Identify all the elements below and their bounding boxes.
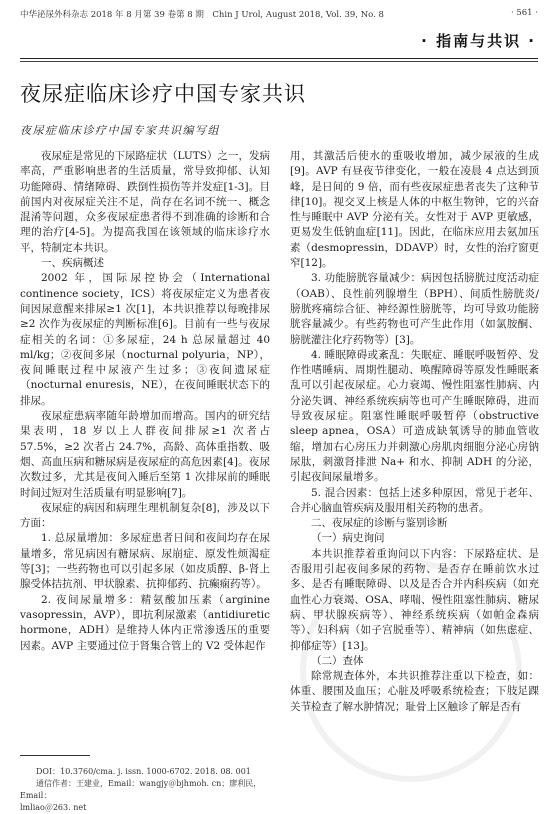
section-heading: 一、疾病概述 (41, 257, 104, 270)
doi-line: DOI：10.3760/cma. j. issn. 1000-6702. 2018. 08. 001 (36, 767, 251, 776)
subsection-heading: （一）病史询问 (311, 532, 385, 545)
paragraph: 本共识推荐着重询问以下内容：下尿路症状、是否服用引起夜间多尿的药物、是否存在睡前饮水过多、是否有睡眠障碍、以及是否合并内科疾病（如充血性心力衰竭、OSA、哮喘、慢性阻塞性肺病、糖尿病、甲状腺疾病等）、神经系统疾病（如帕金森病等）、妇科病（如子宫脱垂等）、精神病（如焦虑症、抑郁症等）[13]。 (290, 547, 539, 652)
page-number: · 561 · (510, 8, 538, 18)
paragraph: 3. 功能膀胱容量减少：病因包括膀胱过度活动症（OAB）、良性前列腺增生（BPH）、间质性膀胱炎/膀胱疼痛综合征、神经源性膀胱等，均可导致功能膀胱容量减少。有些药物也可产生此作用（如氯胺酮、膀胱灌注化疗药物等）[3]。 (290, 272, 539, 346)
header-rule-thin (20, 61, 538, 62)
corresponding-author: 通信作者：王建业，Email：wangjy＠bjhmoh. cn；廖利民，Email： (20, 779, 262, 800)
paragraph: 夜尿症的病因和病理生理机制复杂[8]，涉及以下方面： (20, 501, 270, 530)
footnote (20, 766, 275, 814)
corresponding-email: lmliao＠263. net (20, 803, 87, 812)
paragraph: 5. 混合因素：包括上述多种原因，常见于老年、合并心脑血管疾病及服用相关药物的患者。 (290, 486, 539, 514)
author-line: 夜尿症临床诊疗中国专家共识编写组 (20, 124, 220, 137)
paragraph: 除常规查体外，本共识推荐注重以下检查，如：体重、腰围及血压；心脏及呼吸系统检查；下肢足踝关节检查了解水肿情况；耻骨上区触诊了解是否有 (290, 670, 539, 713)
article-title: 夜尿症临床诊疗中国专家共识 (20, 82, 306, 106)
paragraph: 夜尿症是常见的下尿路症状（LUTS）之一，发病率高，严重影响患者的生活质量，常导致抑郁、认知功能障碍、情绪障碍、跌倒性损伤等并发症[1-3]。目前国内对夜尿症关注不足，尚存在名词不统一、概念混淆等问题，众多夜尿症患者得不到准确的诊断和合理的治疗[4-5]。为提高我国在该领域的临床诊疗水平，特制定本共识。 (20, 150, 270, 254)
left-column (20, 149, 270, 654)
journal-citation: 中华泌尿外科杂志 2018 年 8 月第 39 卷第 8 期 Chin J Urol, August 2018, Vol. 39, No. 8 (20, 10, 384, 20)
section-tag: · 指南与共识 · (421, 32, 536, 50)
paragraph: 2. 夜间尿量增多：精氨酸加压素（arginine vasopressin，AVP），即抗利尿激素（antidiuretic hormone，ADH）是维持人体内正常渗透压的重要因素。AVP 主要通过位于肾集合管上的 V2 受体起作 (20, 593, 270, 652)
paragraph: 1. 总尿量增加：多尿症患者日间和夜间均存在尿量增多，常见病因有糖尿病、尿崩症、原发性烦渴症等[3]；一些药物也可以引起多尿（如皮质醇、β-肾上腺受体拮抗剂、甲状腺素、抗抑郁药、抗癫痫药等）。 (20, 532, 270, 591)
paragraph: 用，其激活后使水的重吸收增加，减少尿液的生成[9]。AVP 有昼夜节律变化，一般在凌晨 4 点达到顶峰，是日间的 9 倍，而有些夜尿症患者丧失了这种节律[10]。视交叉上核是人体的中枢生物钟，它的兴奋性与睡眠中 AVP 分泌有关。女性对于 AVP 更敏感，更易发生低钠血症[11]。因此，在临床应用去氨加压素（desmopressin，DDAVP）时，女性的治疗窗更窄[12]。 (290, 150, 539, 270)
footnote-rule (20, 755, 90, 756)
header-rule (20, 58, 538, 59)
running-head (20, 8, 538, 20)
subsection-heading: （二）查体 (311, 654, 364, 667)
paragraph: 夜尿症患病率随年龄增加而增高。国内的研究结果表明，18 岁以上人群夜间排尿≥1 次者占 57.5%，≥2 次者占 24.7%，高龄、高体重指数、吸烟、高血压病和糖尿病是夜尿症的高危因素[4]。夜尿次数过多，尤其是夜间入睡后至第 1 次排尿前的睡眠时间过短对生活质量有明显影响[7]。 (20, 410, 270, 499)
section-heading: 二、夜尿症的诊断与鉴别诊断 (311, 517, 448, 530)
paragraph: 4. 睡眠障碍或紊乱：失眠症、睡眠呼吸暂停、发作性嗜睡病、周期性腿动、唤醒障碍等原发性睡眠紊乱可以引起夜尿症。心力衰竭、慢性阻塞性肺病、内分泌失调、神经系统疾病等也可产生睡眠障碍，进而导致夜尿症。阻塞性睡眠呼吸暂停（obstructive sleep apnea，OSA）可造成缺氧诱导的肺血管收缩，增加右心房压力并刺激心房肌肉细胞分泌心房钠尿肽，刺激肾排泄 Na+ 和水、抑制 ADH 的分泌，引起夜间尿量增多。 (290, 348, 539, 484)
right-column (290, 149, 539, 715)
paragraph: 2002 年，国际尿控协会（International continence society，ICS）将夜尿症定义为患者夜间因尿意醒来排尿≥1 次[1]，本共识推荐以每晚排尿≥2 次作为夜尿症的判断标准[6]。目前有一些与夜尿症相关的名词：①多尿症，24 h 总尿量超过 40 ml/kg；②夜间多尿（nocturnal polyuria，NP），夜间睡眠过程中尿液产生过多；③夜间遗尿症（nocturnal enuresis，NE），在夜间睡眠状态下的排尿。 (20, 272, 270, 407)
